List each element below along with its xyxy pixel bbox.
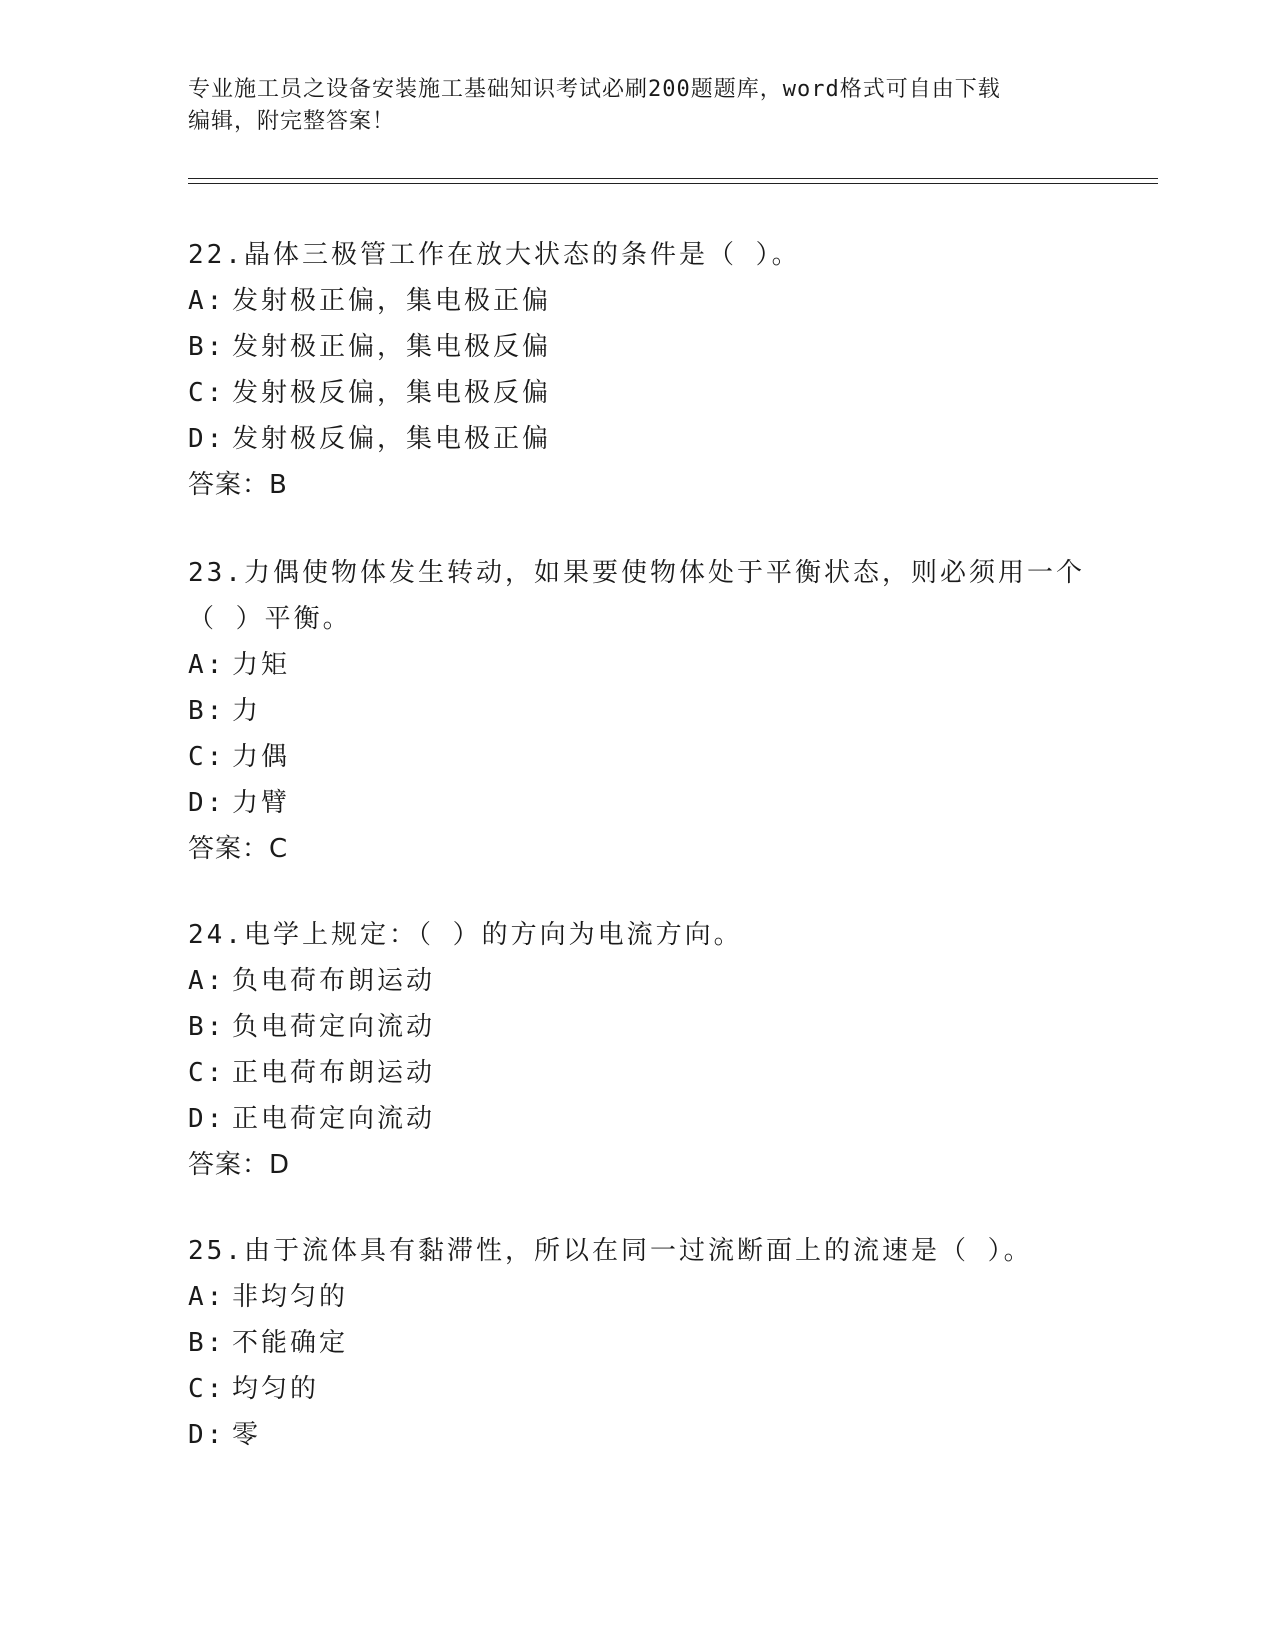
- option-text: 非均匀的: [232, 1282, 349, 1312]
- option-text: 正电荷布朗运动: [232, 1058, 436, 1088]
- option-text: 发射极反偏，集电极反偏: [232, 378, 552, 408]
- question-23: [188, 550, 1088, 872]
- option-text: 负电荷定向流动: [232, 1012, 436, 1042]
- option-key: C:: [188, 1058, 226, 1088]
- option-key: D:: [188, 1420, 226, 1450]
- option-text: 力矩: [232, 650, 291, 680]
- header-title-line2: 编辑，附完整答案！: [188, 109, 396, 134]
- option-d: [188, 1096, 1088, 1142]
- option-text: 发射极正偏，集电极反偏: [232, 332, 552, 362]
- option-a: [188, 1274, 1088, 1320]
- option-text: 不能确定: [232, 1328, 349, 1358]
- option-text: 均匀的: [232, 1374, 320, 1404]
- option-key: C:: [188, 1374, 226, 1404]
- option-key: A:: [188, 1282, 226, 1312]
- answer-line: 答案：C: [188, 834, 289, 864]
- question-stem: 22.晶体三极管工作在放大状态的条件是（ ）。: [188, 240, 801, 270]
- header-divider-bottom: [188, 183, 1158, 184]
- option-key: A:: [188, 286, 226, 316]
- question-stem-continued: （ ）平衡。: [188, 604, 352, 634]
- option-key: B:: [188, 1328, 226, 1358]
- document-header: [188, 74, 1078, 138]
- answer-line: 答案：D: [188, 1150, 291, 1180]
- option-key: A:: [188, 966, 226, 996]
- question-stem: 23.力偶使物体发生转动，如果要使物体处于平衡状态，则必须用一个: [188, 558, 1085, 588]
- option-c: [188, 734, 1088, 780]
- option-key: D:: [188, 424, 226, 454]
- option-text: 发射极正偏，集电极正偏: [232, 286, 552, 316]
- question-24: [188, 912, 1088, 1188]
- option-d: [188, 1412, 1088, 1458]
- option-c: [188, 1366, 1088, 1412]
- question-25: [188, 1228, 1088, 1458]
- option-a: [188, 278, 1088, 324]
- option-b: [188, 1320, 1088, 1366]
- option-text: 零: [232, 1420, 262, 1450]
- option-b: [188, 1004, 1088, 1050]
- question-22: [188, 232, 1088, 508]
- option-text: 发射极反偏，集电极正偏: [232, 424, 552, 454]
- question-stem: 24.电学上规定：（ ）的方向为电流方向。: [188, 920, 743, 950]
- option-text: 力臂: [232, 788, 291, 818]
- option-key: B:: [188, 1012, 226, 1042]
- option-a: [188, 642, 1088, 688]
- option-key: D:: [188, 1104, 226, 1134]
- option-key: A:: [188, 650, 226, 680]
- answer-line: 答案：B: [188, 470, 288, 500]
- question-stem: 25.由于流体具有黏滞性，所以在同一过流断面上的流速是（ ）。: [188, 1236, 1033, 1266]
- option-c: [188, 1050, 1088, 1096]
- option-text: 负电荷布朗运动: [232, 966, 436, 996]
- option-key: D:: [188, 788, 226, 818]
- option-key: B:: [188, 696, 226, 726]
- option-b: [188, 688, 1088, 734]
- option-text: 力偶: [232, 742, 291, 772]
- option-b: [188, 324, 1088, 370]
- option-text: 力: [232, 696, 262, 726]
- option-text: 正电荷定向流动: [232, 1104, 436, 1134]
- header-title-line1: 专业施工员之设备安装施工基础知识考试必刷200题题库，word格式可自由下载: [188, 77, 1001, 102]
- option-key: C:: [188, 742, 226, 772]
- option-a: [188, 958, 1088, 1004]
- option-key: B:: [188, 332, 226, 362]
- option-d: [188, 780, 1088, 826]
- header-divider-top: [188, 178, 1158, 179]
- option-key: C:: [188, 378, 226, 408]
- option-d: [188, 416, 1088, 462]
- option-c: [188, 370, 1088, 416]
